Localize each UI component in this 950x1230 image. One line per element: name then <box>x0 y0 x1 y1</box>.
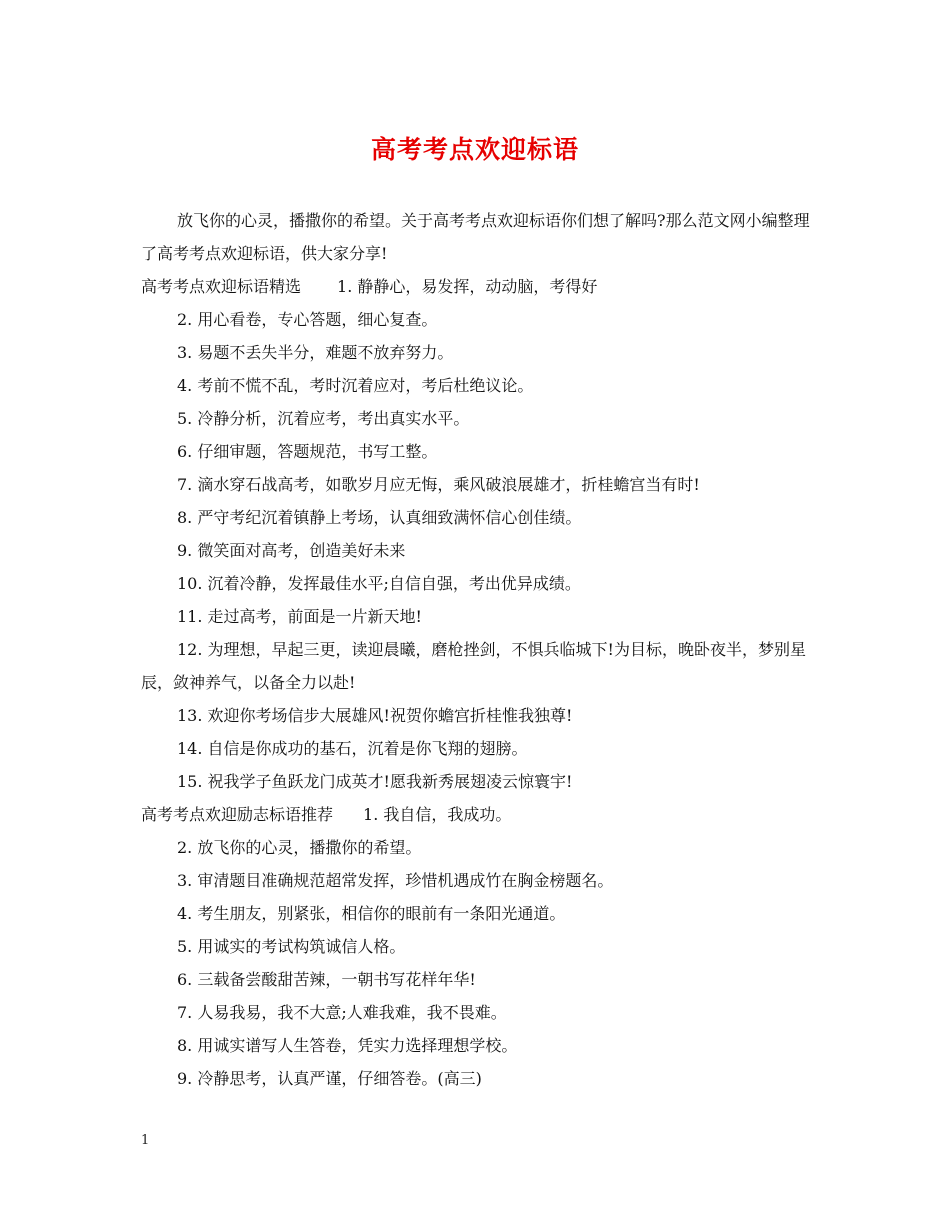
section1-item-15: 15. 祝我学子鱼跃龙门成英才!愿我新秀展翅凌云惊寰宇! <box>177 772 573 791</box>
document-title: 高考考点欢迎标语 <box>370 135 579 164</box>
section1-item-1: 1. 静静心，易发挥，动动脑，考得好 <box>337 277 598 296</box>
section2-item-1: 1. 我自信，我成功。 <box>363 805 512 824</box>
section2-item-8: 8. 用诚实谱写人生答卷，凭实力选择理想学校。 <box>177 1036 518 1055</box>
section1-item-10: 10. 沉着冷静，发挥最佳水平;自信自强，考出优异成绩。 <box>177 574 581 593</box>
section2-heading: 高考考点欢迎励志标语推荐 <box>141 805 334 824</box>
page-number: 1 <box>141 1133 150 1148</box>
section1-item-13: 13. 欢迎你考场信步大展雄风!祝贺你蟾宫折桂惟我独尊! <box>177 706 573 725</box>
section1-item-14: 14. 自信是你成功的基石，沉着是你飞翔的翅膀。 <box>177 739 528 758</box>
section2-item-9: 9. 冷静思考，认真严谨，仔细答卷。(高三) <box>177 1069 482 1088</box>
section1-item-8: 8. 严守考纪沉着镇静上考场，认真细致满怀信心创佳绩。 <box>177 508 582 527</box>
section1-item-6: 6. 仔细审题，答题规范，书写工整。 <box>177 442 438 461</box>
section1-item-11: 11. 走过高考，前面是一片新天地! <box>177 607 422 626</box>
section1-heading: 高考考点欢迎标语精选 <box>141 277 302 296</box>
section1-heading-line <box>141 270 821 303</box>
section2-item-4: 4. 考生朋友，别紧张，相信你的眼前有一条阳光通道。 <box>177 904 566 923</box>
document-body <box>141 204 821 1095</box>
section2-heading-line <box>141 798 821 831</box>
section2-item-3: 3. 审清题目准确规范超常发挥，珍惜机遇成竹在胸金榜题名。 <box>177 871 614 890</box>
section1-item-3: 3. 易题不丢失半分，难题不放弃努力。 <box>177 343 454 362</box>
section1-item-9: 9. 微笑面对高考，创造美好未来 <box>177 541 406 560</box>
section2-item-2: 2. 放飞你的心灵，播撒你的希望。 <box>177 838 422 857</box>
section1-item-7: 7. 滴水穿石战高考，如歌岁月应无悔，乘风破浪展雄才，折桂蟾宫当有时! <box>177 475 700 494</box>
intro-paragraph: 放飞你的心灵，播撒你的希望。关于高考考点欢迎标语你们想了解吗?那么范文网小编整理了高考考点欢迎标语，供大家分享! <box>141 211 810 263</box>
section2-item-5: 5. 用诚实的考试构筑诚信人格。 <box>177 937 406 956</box>
section2-item-6: 6. 三载备尝酸甜苦辣，一朝书写花样年华! <box>177 970 476 989</box>
section1-item-2: 2. 用心看卷，专心答题，细心复查。 <box>177 310 438 329</box>
section2-item-7: 7. 人易我易，我不大意;人难我难，我不畏难。 <box>177 1003 507 1022</box>
section1-item-12: 12. 为理想，早起三更，读迎晨曦，磨枪挫剑，不惧兵临城下!为目标，晚卧夜半，梦别星辰，敛神养气，以备全力以赴! <box>141 640 806 692</box>
section1-item-4: 4. 考前不慌不乱，考时沉着应对，考后杜绝议论。 <box>177 376 534 395</box>
section1-item-5: 5. 冷静分析，沉着应考，考出真实水平。 <box>177 409 470 428</box>
